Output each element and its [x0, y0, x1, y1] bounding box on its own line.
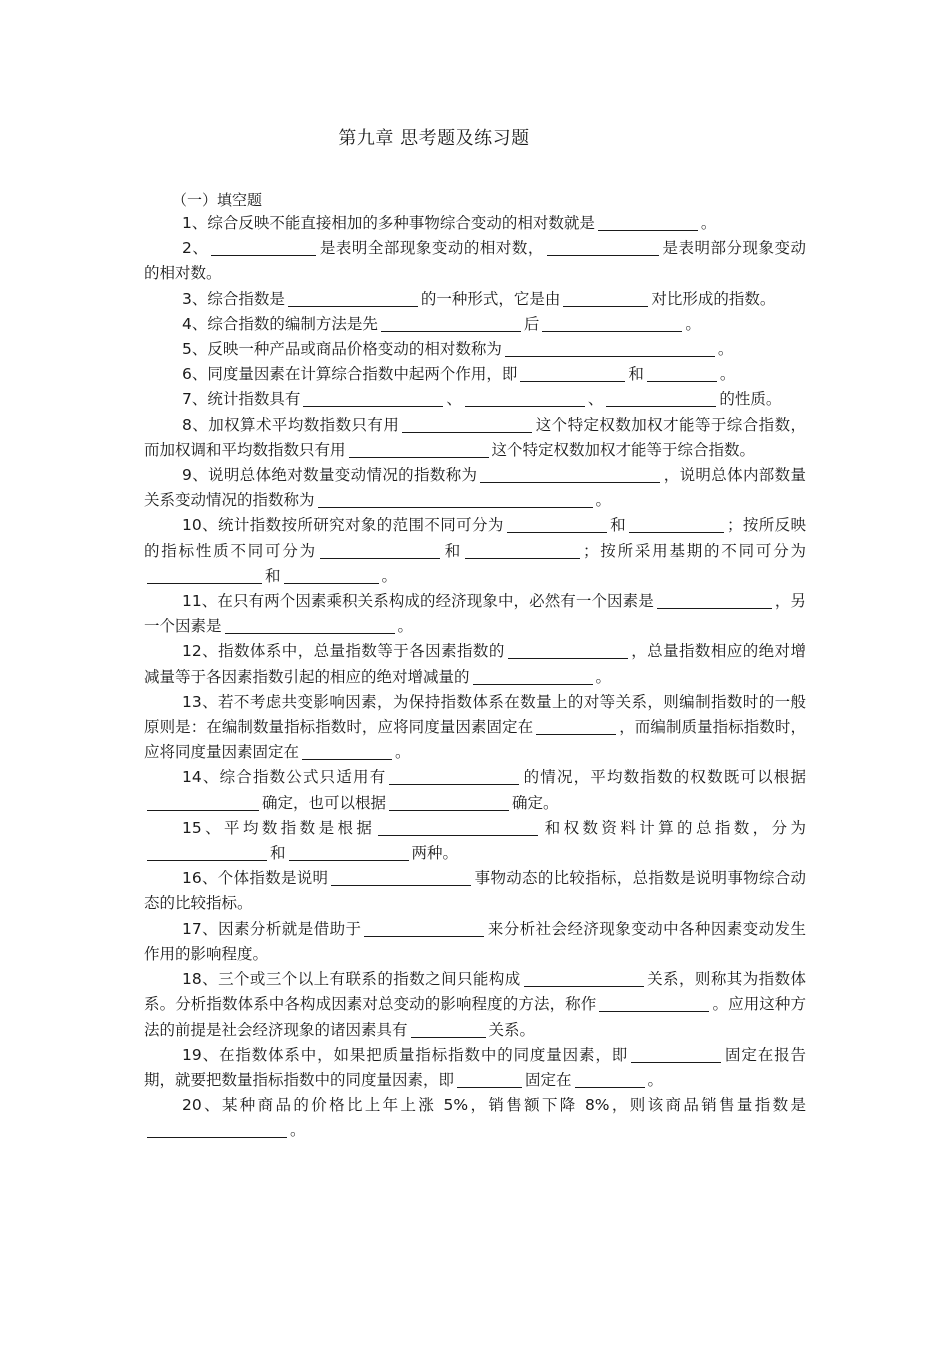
- question-text: 。: [381, 566, 398, 585]
- question-text: 。: [290, 1121, 306, 1140]
- question-text: 18、三个或三个以上有联系的指数之间只能构成: [182, 970, 521, 989]
- question-text: 7、统计指数具有: [182, 390, 301, 409]
- question-text: 。: [700, 214, 717, 232]
- answer-blank[interactable]: [507, 517, 607, 534]
- answer-blank[interactable]: [318, 492, 593, 509]
- question-15: [144, 816, 806, 866]
- question-text: 16、个体指数是说明: [182, 869, 329, 888]
- answer-blank[interactable]: [547, 240, 659, 257]
- answer-blank[interactable]: [657, 593, 772, 610]
- question-11: [144, 589, 806, 639]
- page-title: 第九章 思考题及练习题: [338, 128, 530, 149]
- question-text: 12、指数体系中，总量指数等于各因素指数的: [182, 642, 505, 661]
- question-text: 。: [685, 314, 701, 333]
- answer-blank[interactable]: [563, 290, 648, 307]
- question-text: 的情况，平均数指数的权数既可以根据: [522, 768, 806, 787]
- answer-blank[interactable]: [524, 971, 644, 988]
- question-text: 关系，则称其为指数体系。分析指数体系中各构成因素对总变动的影响程度的方法，称作: [144, 970, 806, 1014]
- question-text: 的一种形式，它是由: [420, 289, 561, 308]
- question-text: 19、在指数体系中，如果把质量指标指数中的同度量因素，即: [182, 1045, 629, 1064]
- answer-blank[interactable]: [542, 315, 682, 332]
- answer-blank[interactable]: [465, 391, 585, 408]
- question-text: 2、: [182, 239, 209, 258]
- question-text: 两种。: [411, 844, 459, 863]
- question-text: 和: [609, 516, 626, 535]
- question-text: 是表明部分现象变动的相对数。: [144, 239, 806, 283]
- answer-blank[interactable]: [606, 391, 716, 408]
- question-text: 。: [395, 743, 411, 762]
- answer-blank[interactable]: [289, 845, 409, 862]
- answer-blank[interactable]: [303, 391, 443, 408]
- question-text: 。: [595, 491, 612, 510]
- answer-blank[interactable]: [411, 1021, 486, 1038]
- question-text: 。: [719, 365, 736, 384]
- question-18: [144, 967, 806, 1043]
- question-text: ；按所采用基期的不同可分为: [583, 541, 806, 560]
- answer-blank[interactable]: [389, 794, 509, 811]
- question-text: ，而编制质量指标指数时，应将同度量因素固定在: [144, 718, 806, 762]
- answer-blank[interactable]: [631, 1046, 721, 1063]
- question-text: 。: [595, 667, 612, 686]
- question-text: 1、综合反映不能直接相加的多种事物综合变动的相对数就是: [182, 214, 595, 232]
- answer-blank[interactable]: [629, 517, 724, 534]
- answer-blank[interactable]: [147, 845, 267, 862]
- question-text: 和: [442, 541, 462, 560]
- question-text: 17、因素分析就是借助于: [182, 919, 362, 938]
- answer-blank[interactable]: [402, 416, 532, 433]
- answer-blank[interactable]: [288, 290, 418, 307]
- question-13: [144, 690, 806, 766]
- question-9: [144, 463, 806, 513]
- question-3: [144, 287, 806, 312]
- answer-blank[interactable]: [473, 668, 593, 685]
- question-text: 。应用这种方法的前提是社会经济现象的诸因素具有: [144, 995, 806, 1039]
- question-text: 和权数资料计算的总指数，分为: [541, 818, 806, 837]
- question-text: 13、若不考虑共变影响因素，为保持指数体系在数量上的对等关系，则编制指数时的一般原则是：在编制数量指标指数时，应将同度量因素固定在: [144, 692, 806, 737]
- answer-blank[interactable]: [147, 794, 259, 811]
- question-text: 这个特定权数加权才能等于综合指数，而加权调和平均数指数只有用: [144, 415, 806, 459]
- question-text: 关系。: [488, 1020, 536, 1039]
- question-text: 8、加权算术平均数指数只有用: [182, 415, 400, 434]
- question-text: 的性质。: [719, 390, 782, 409]
- question-text: 、: [446, 390, 462, 409]
- answer-blank[interactable]: [378, 819, 538, 836]
- question-5: [144, 337, 806, 362]
- answer-blank[interactable]: [284, 567, 379, 584]
- question-6: [144, 362, 806, 387]
- question-text: 20、某种商品的价格比上年上涨 5%，销售额下降 8%，则该商品销售量指数是: [182, 1096, 806, 1115]
- question-20: [144, 1093, 806, 1143]
- section-heading: （一）填空题: [172, 191, 263, 209]
- answer-blank[interactable]: [211, 240, 316, 257]
- question-text: 14、综合指数公式只适用有: [182, 768, 387, 787]
- answer-blank[interactable]: [349, 441, 489, 458]
- question-text: 事物动态的比较指标，总指数是说明事物综合动态的比较指标。: [144, 869, 806, 913]
- answer-blank[interactable]: [599, 996, 709, 1013]
- answer-blank[interactable]: [505, 341, 715, 358]
- question-text: 确定，也可以根据: [262, 793, 387, 812]
- answer-blank[interactable]: [389, 769, 519, 786]
- question-text: 。: [717, 340, 734, 359]
- question-text: 、: [587, 390, 604, 409]
- question-text: ，说明总体内部数量关系变动情况的指数称为: [144, 466, 806, 510]
- answer-blank[interactable]: [320, 542, 440, 559]
- question-text: 对比形成的指数。: [651, 289, 776, 308]
- question-text: 固定在: [525, 1070, 572, 1089]
- question-text: 和: [628, 365, 644, 384]
- question-text: 10、统计指数按所研究对象的范围不同可分为: [182, 516, 504, 535]
- answer-blank[interactable]: [302, 744, 392, 761]
- answer-blank[interactable]: [520, 366, 625, 383]
- question-2: [144, 236, 806, 286]
- question-text: 4、综合指数的编制方法是先: [182, 314, 378, 333]
- answer-blank[interactable]: [536, 719, 616, 736]
- question-text: 。: [397, 617, 414, 636]
- question-text: 3、综合指数是: [182, 289, 285, 308]
- answer-blank[interactable]: [647, 366, 717, 383]
- question-text: 固定在报告期，就要把数量指标指数中的同度量因素，即: [144, 1045, 806, 1089]
- question-text: 6、同度量因素在计算综合指数中起两个作用，即: [182, 365, 518, 384]
- question-1: [144, 211, 806, 236]
- answer-blank[interactable]: [457, 1071, 522, 1088]
- question-text: 15、平均数指数是根据: [182, 818, 376, 837]
- question-text: 和: [270, 844, 286, 863]
- question-8: [144, 413, 806, 463]
- question-19: [144, 1043, 806, 1093]
- question-12: [144, 639, 806, 689]
- question-7: [144, 387, 806, 412]
- question-16: [144, 866, 806, 916]
- question-text: 5、反映一种产品或商品价格变动的相对数称为: [182, 340, 502, 359]
- answer-blank[interactable]: [147, 1122, 287, 1139]
- question-list: [144, 211, 806, 1144]
- question-17: [144, 917, 806, 967]
- answer-blank[interactable]: [598, 215, 698, 232]
- question-text: ，总量指数相应的绝对增减量等于各因素指数引起的相应的绝对增减量的: [144, 642, 806, 686]
- question-text: 和: [265, 566, 281, 585]
- question-10: [144, 513, 806, 589]
- question-text: ；按所反映的指标性质不同可分为: [144, 516, 806, 560]
- answer-blank[interactable]: [147, 567, 262, 584]
- question-text: 是表明全部现象变动的相对数，: [319, 239, 544, 258]
- answer-blank[interactable]: [465, 542, 580, 559]
- answer-blank[interactable]: [225, 618, 395, 635]
- answer-blank[interactable]: [331, 870, 471, 887]
- question-text: 11、在只有两个因素乘积关系构成的经济现象中，必然有一个因素是: [182, 592, 654, 611]
- answer-blank[interactable]: [575, 1071, 645, 1088]
- question-text: 这个特定权数加权才能等于综合指数。: [491, 440, 756, 459]
- question-text: 。: [647, 1070, 664, 1089]
- question-text: 后: [523, 314, 540, 333]
- question-14: [144, 765, 806, 815]
- answer-blank[interactable]: [480, 467, 660, 484]
- question-text: ，另一个因素是: [144, 592, 806, 636]
- answer-blank[interactable]: [364, 920, 484, 937]
- question-text: 确定。: [512, 793, 559, 812]
- answer-blank[interactable]: [508, 643, 628, 660]
- question-4: [144, 312, 806, 337]
- answer-blank[interactable]: [381, 315, 521, 332]
- question-text: 9、说明总体绝对数量变动情况的指数称为: [182, 466, 478, 485]
- question-text: 来分析社会经济现象变动中各种因素变动发生作用的影响程度。: [144, 919, 806, 963]
